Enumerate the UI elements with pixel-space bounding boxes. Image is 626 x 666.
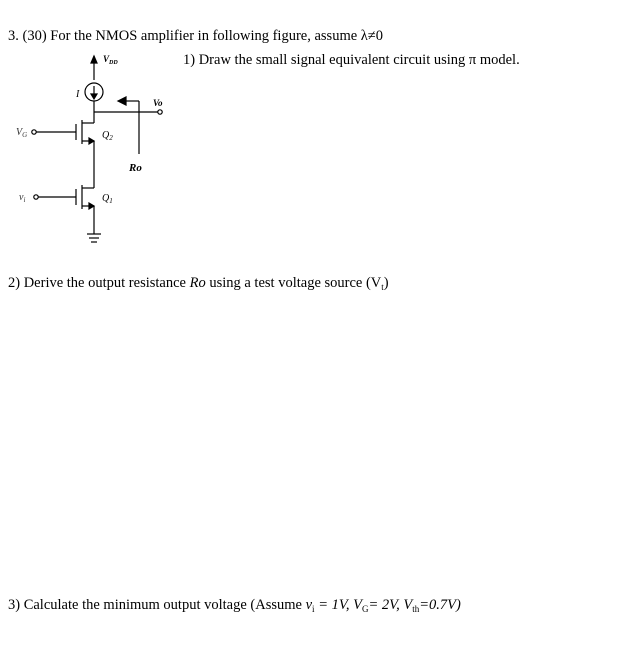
current-label: I <box>76 89 80 100</box>
part-2-sub: t <box>381 282 384 292</box>
part-3-vi: v <box>305 597 313 613</box>
q2-label: $Q_2$ <box>102 130 113 142</box>
q1-label: $Q_1$ <box>102 193 113 205</box>
q1-source-arrow-icon <box>89 203 94 209</box>
vo-label: Vo <box>153 98 163 108</box>
ro-arrow-icon <box>118 97 126 105</box>
part-1-prompt: 1) Draw the small signal equivalent circuit using π model. <box>183 52 520 68</box>
part-3-vth-sub: th <box>412 604 420 614</box>
vdd-arrow-icon <box>91 56 97 63</box>
part-2-text-a: 2) Derive the output resistance <box>8 275 190 291</box>
vg-terminal-icon <box>32 130 36 134</box>
part-3-text-a: 3) Calculate the minimum output voltage (Assume <box>8 597 306 613</box>
current-direction-arrow-icon <box>91 94 97 99</box>
part-2-text-b: using a test voltage source (V <box>205 275 382 291</box>
part-3-vth: V <box>403 597 413 613</box>
q2-source-arrow-icon <box>89 138 94 144</box>
part-2-text-c: ) <box>383 275 389 291</box>
part-3-eq2: = 2V, <box>368 597 404 613</box>
vi-label: $v_i$ <box>19 192 26 204</box>
vi-terminal-icon <box>34 195 38 199</box>
vdd-label: $V_{DD}$ <box>103 54 118 66</box>
part-3-vi-sub: i <box>312 604 315 614</box>
part-3-vg: V <box>353 597 362 613</box>
question-title: 3. (30) For the NMOS amplifier in following figure, assume λ≠0 <box>8 28 384 44</box>
vg-label: $V_G$ <box>16 127 28 139</box>
vo-terminal-icon <box>158 110 162 114</box>
part-3-eq3: =0.7V) <box>419 597 461 613</box>
ro-label: Ro <box>129 162 142 174</box>
part-2-ro: Ro <box>189 275 206 291</box>
part-3-vg-sub: G <box>361 604 369 614</box>
part-3-eq1: = 1V, <box>314 597 354 613</box>
